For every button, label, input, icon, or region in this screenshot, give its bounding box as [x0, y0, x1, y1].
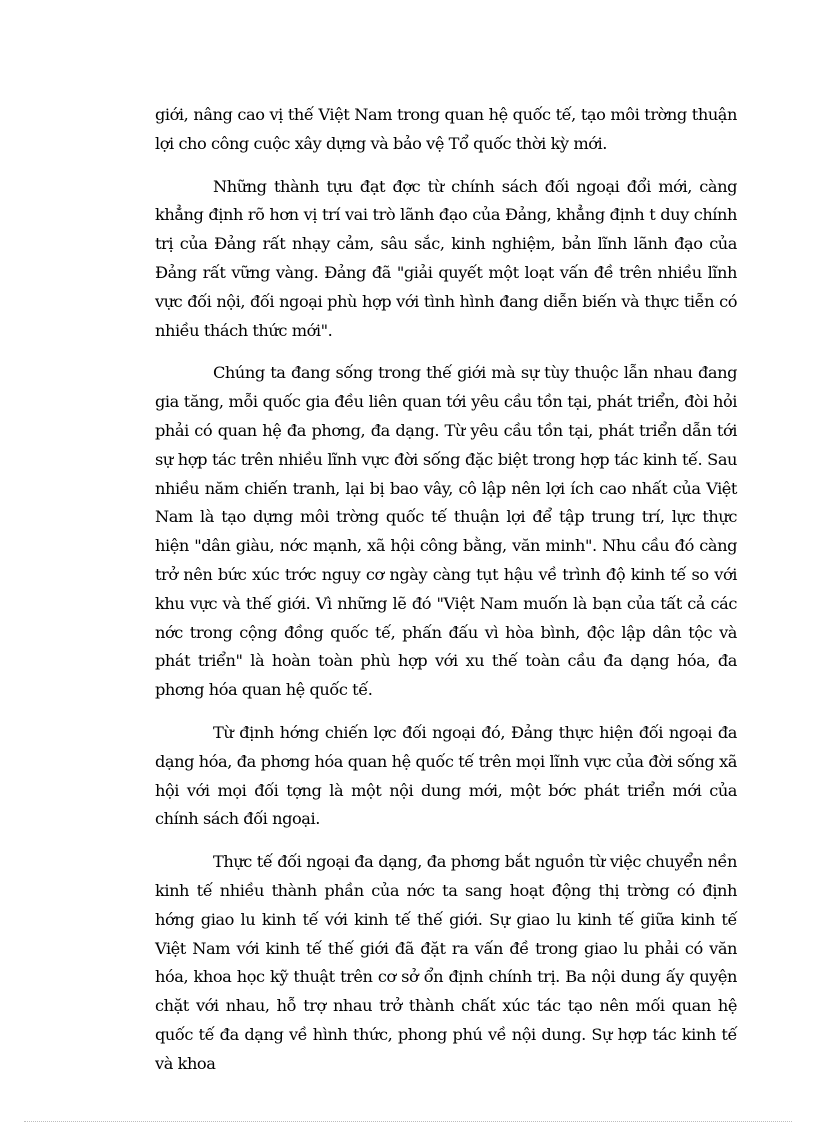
paragraph-continuation: giới, nâng cao vị thế Việt Nam trong quan hệ quốc tế, tạo môi trờng thuận lợi cho công cuộc xây dựng và bảo vệ Tổ quốc thời kỳ mới.: [155, 105, 737, 153]
paragraph-reality: Thực tế đối ngoại đa dạng, đa phơng bắt nguồn từ việc chuyển nền kinh tế nhiều thành phần của nớc ta sang hoạt động thị trờng có định hớng giao lu kinh tế với kinh tế thế giới. Sự giao lu kinh tế giữa kinh tế Việt Nam với kinh tế thế giới đã đặt ra vấn đề trong giao lu phải có văn hóa, khoa học kỹ thuật trên cơ sở ổn định chính trị. Ba nội dung ấy quyện chặt với nhau, hỗ trợ nhau trở thành chất xúc tác tạo nên mối quan hệ quốc tế đa dạng về hình thức, phong phú về nội dung. Sự hợp tác kinh tế và khoa: [155, 852, 737, 1073]
paragraph-achievements: Những thành tựu đạt đợc từ chính sách đối ngoại đổi mới, càng khẳng định rõ hơn vị trí vai trò lãnh đạo của Đảng, khẳng định t duy chính trị của Đảng rất nhạy cảm, sâu sắc, kinh nghiệm, bản lĩnh lãnh đạo của Đảng rất vững vàng. Đảng đã "giải quyết một loạt vấn đề trên nhiều lĩnh vực đối nội, đối ngoại phù hợp với tình hình đang diễn biến và thực tiễn có nhiều thách thức mới".: [155, 176, 737, 340]
page-bottom-divider: [24, 1121, 792, 1122]
document-body: [155, 101, 737, 1093]
paragraph-interdependence: Chúng ta đang sống trong thế giới mà sự tùy thuộc lẫn nhau đang gia tăng, mỗi quốc gia đều liên quan tới yêu cầu tồn tại, phát triển, đòi hỏi phải có quan hệ đa phơng, đa dạng. Từ yêu cầu tồn tại, phát triển dẫn tới sự hợp tác trên nhiều lĩnh vực đời sống đặc biệt trong hợp tác kinh tế. Sau nhiều năm chiến tranh, lại bị bao vây, cô lập nên lợi ích cao nhất của Việt Nam là tạo dựng môi trờng quốc tế thuận lợi để tập trung trí, lực thực hiện "dân giàu, nớc mạnh, xã hội công bằng, văn minh". Nhu cầu đó càng trở nên bức xúc trớc nguy cơ ngày càng tụt hậu về trình độ kinh tế so với khu vực và thế giới. Vì những lẽ đó "Việt Nam muốn là bạn của tất cả các nớc trong cộng đồng quốc tế, phấn đấu vì hòa bình, độc lập dân tộc và phát triển" là hoàn toàn phù hợp với xu thế toàn cầu đa dạng hóa, đa phơng hóa quan hệ quốc tế.: [155, 363, 737, 700]
paragraph-strategy: Từ định hớng chiến lợc đối ngoại đó, Đảng thực hiện đối ngoại đa dạng hóa, đa phơng hóa quan hệ quốc tế trên mọi lĩnh vực của đời sống xã hội với mọi đối tợng là một nội dung mới, một bớc phát triển mới của chính sách đối ngoại.: [155, 722, 737, 829]
